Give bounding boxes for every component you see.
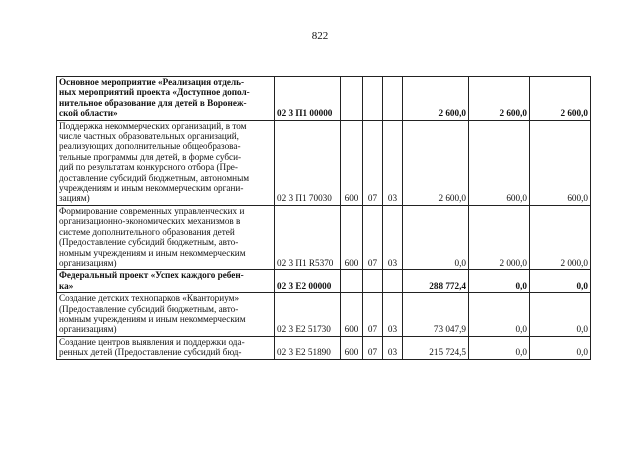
row-code-cell: 02 3 E2 51730 [275, 293, 341, 337]
row-name-line: ренных детей (Предоставление субсидий бюд- [59, 347, 242, 358]
row-name-line: ных мероприятий проекта «Доступное допол- [59, 87, 250, 98]
row-pr-cell: 03 [383, 205, 403, 269]
row-name-cell [57, 270, 275, 293]
row-sum3-cell: 0,0 [530, 270, 591, 293]
row-name-cell [57, 293, 275, 337]
row-pr-cell [383, 270, 403, 293]
row-pr-cell: 03 [383, 120, 403, 205]
row-name-line: Федеральный проект «Успех каждого ребен- [59, 270, 244, 281]
table-row [57, 205, 591, 269]
row-name-line: дий по результатам конкурсного отбора (Пре- [59, 162, 238, 173]
row-sum3-cell: 600,0 [530, 120, 591, 205]
row-name-line: доставление субсидий бюджетным, автономным [59, 172, 250, 183]
row-code-cell: 02 3 П1 R5370 [275, 205, 341, 269]
row-name-line: нительное образование для детей в Воронеж- [59, 97, 247, 108]
row-name-line: Создание центров выявления и поддержки ода- [59, 336, 245, 347]
row-name-line: реализующих дополнительные общеобразова- [59, 141, 241, 152]
row-vr-cell: 600 [341, 336, 363, 359]
row-rz-cell: 07 [363, 293, 383, 337]
row-code-cell: 02 3 П1 70030 [275, 120, 341, 205]
row-sum2-cell: 0,0 [469, 336, 530, 359]
row-code-cell: 02 3 П1 00000 [275, 77, 341, 121]
row-name-line: Формирование современных управленческих и [59, 205, 245, 216]
row-name-line: организационно-экономических механизмов в [59, 216, 241, 227]
row-sum1-cell: 2 600,0 [403, 77, 469, 121]
row-name-line: ка» [59, 280, 74, 291]
row-rz-cell: 07 [363, 336, 383, 359]
row-sum2-cell: 0,0 [469, 270, 530, 293]
row-name-cell [57, 77, 275, 121]
row-sum1-cell: 0,0 [403, 205, 469, 269]
row-sum2-cell: 2 000,0 [469, 205, 530, 269]
row-name-line: Поддержка некоммерческих организаций, в том [59, 120, 247, 131]
row-sum1-cell: 288 772,4 [403, 270, 469, 293]
row-sum3-cell: 2 000,0 [530, 205, 591, 269]
budget-table [56, 76, 591, 360]
row-sum2-cell: 600,0 [469, 120, 530, 205]
row-sum1-cell: 215 724,5 [403, 336, 469, 359]
row-pr-cell: 03 [383, 293, 403, 337]
row-code-cell: 02 3 E2 51890 [275, 336, 341, 359]
row-sum2-cell: 2 600,0 [469, 77, 530, 121]
row-name-line: зациям) [59, 193, 90, 204]
row-sum2-cell: 0,0 [469, 293, 530, 337]
row-vr-cell: 600 [341, 293, 363, 337]
row-name-cell [57, 120, 275, 205]
row-rz-cell: 07 [363, 205, 383, 269]
row-name-line: Основное мероприятие «Реализация отдель- [59, 77, 245, 87]
row-name-line: числе частных образовательных организаций, [59, 131, 239, 142]
row-rz-cell [363, 77, 383, 121]
row-name-line: организациям) [59, 257, 117, 268]
row-vr-cell: 600 [341, 120, 363, 205]
table-row [57, 77, 591, 121]
row-name-cell [57, 336, 275, 359]
table-row [57, 270, 591, 293]
row-name-line: номным учреждениям и иным некоммерческим [59, 313, 246, 324]
row-sum1-cell: 2 600,0 [403, 120, 469, 205]
row-sum3-cell: 2 600,0 [530, 77, 591, 121]
table-row [57, 120, 591, 205]
page-number: 822 [311, 30, 329, 42]
row-pr-cell [383, 77, 403, 121]
row-vr-cell: 600 [341, 205, 363, 269]
row-name-line: Создание детских технопарков «Кванториум» [59, 293, 240, 304]
row-name-cell [57, 205, 275, 269]
row-rz-cell: 07 [363, 120, 383, 205]
row-sum3-cell: 0,0 [530, 336, 591, 359]
row-pr-cell: 03 [383, 336, 403, 359]
row-name-line: ской области» [59, 108, 118, 119]
table-body [57, 77, 591, 360]
row-sum3-cell: 0,0 [530, 293, 591, 337]
row-vr-cell [341, 270, 363, 293]
row-name-line: тельные программы для детей, в форме субси- [59, 151, 242, 162]
row-sum1-cell: 73 047,9 [403, 293, 469, 337]
row-name-line: учреждениям и иным некоммерческим органи- [59, 183, 244, 194]
row-rz-cell [363, 270, 383, 293]
row-name-line: (Предоставление субсидий бюджетным, авто- [59, 303, 239, 314]
row-name-line: номным учреждениям и иным некоммерческим [59, 247, 246, 258]
table-row [57, 336, 591, 359]
row-name-line: организациям) [59, 324, 117, 335]
row-code-cell: 02 3 E2 00000 [275, 270, 341, 293]
table-row [57, 293, 591, 337]
row-vr-cell [341, 77, 363, 121]
row-name-line: системе дополнительного образования детей [59, 226, 235, 237]
row-name-line: (Предоставление субсидий бюджетным, авто- [59, 237, 239, 248]
